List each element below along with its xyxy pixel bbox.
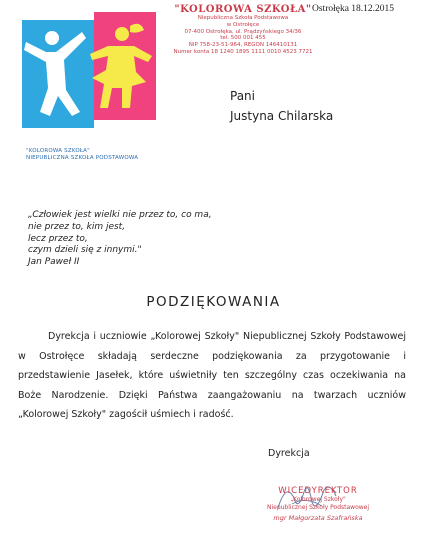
signature-person: mgr Małgorzata Szafrańska	[273, 514, 363, 522]
logo-figures-icon	[22, 12, 162, 132]
quote-line: „Człowiek jest wielki nie przez to, co ma,	[28, 210, 212, 220]
quote-line: lecz przez to,	[28, 233, 88, 244]
logo-caption-name: "KOLOROWA SZKOŁA"	[26, 148, 90, 154]
document-title: PODZIĘKOWANIA	[146, 294, 281, 310]
school-stamp	[168, 4, 318, 56]
recipient-block	[230, 86, 333, 126]
quote-author: Jan Paweł II	[28, 257, 80, 268]
recipient-salutation: Pani	[230, 89, 255, 103]
stamp-line: 07-400 Ostrołęka, ul. Prądzyńskiego 34/36	[184, 28, 302, 35]
stamp-line: Numer konta 18 1240 1895 1111 0010 4523 7721	[173, 48, 313, 55]
quote-line: czym dzieli się z innymi."	[28, 245, 142, 256]
signature-school-line: Niepublicznej Szkoły Podstawowej	[266, 504, 370, 511]
stamp-line: Niepubliczna Szkoła Podstawowa	[197, 15, 289, 21]
document-date: Ostrołęka 18.12.2015	[312, 4, 395, 14]
signature-label: Dyrekcja	[268, 448, 310, 459]
signature-role: WICEDYREKTOR	[278, 486, 358, 496]
signature-stamp	[248, 486, 388, 524]
school-logo	[22, 12, 150, 132]
logo-caption-sub: NIEPUBLICZNA SZKOŁA PODSTAWOWA	[26, 155, 139, 161]
signature-school-line: „Kolorowej Szkoły"	[290, 496, 346, 503]
stamp-line: tel. 500 001 455	[220, 35, 266, 42]
stamp-line: w Ostrołęce	[226, 21, 260, 28]
body-paragraph: Dyrekcja i uczniowie „Kolorowej Szkoły" Niepublicznej Szkoły Podstawowej w Ostrołęce składają serdeczne podziękowania za przygotowanie i przedstawienie Jasełek, które uświetniły ten szczególny czas oczekiwania na Boże Narodzenie. Dzięki Państwa zaangażowaniu na twarzach uczniów „Kolorowej Szkoły" zagościł uśmiech i radość.	[18, 331, 406, 420]
quote-block	[28, 210, 212, 269]
logo-caption	[26, 148, 138, 162]
quote-line: nie przez to, kim jest,	[28, 221, 126, 232]
stamp-line: NIP 758-23-51-964, REGON 146410131	[188, 42, 298, 49]
recipient-name: Justyna Chilarska	[230, 109, 334, 123]
stamp-school-name: "KOLOROWA SZKOŁA"	[174, 4, 312, 15]
